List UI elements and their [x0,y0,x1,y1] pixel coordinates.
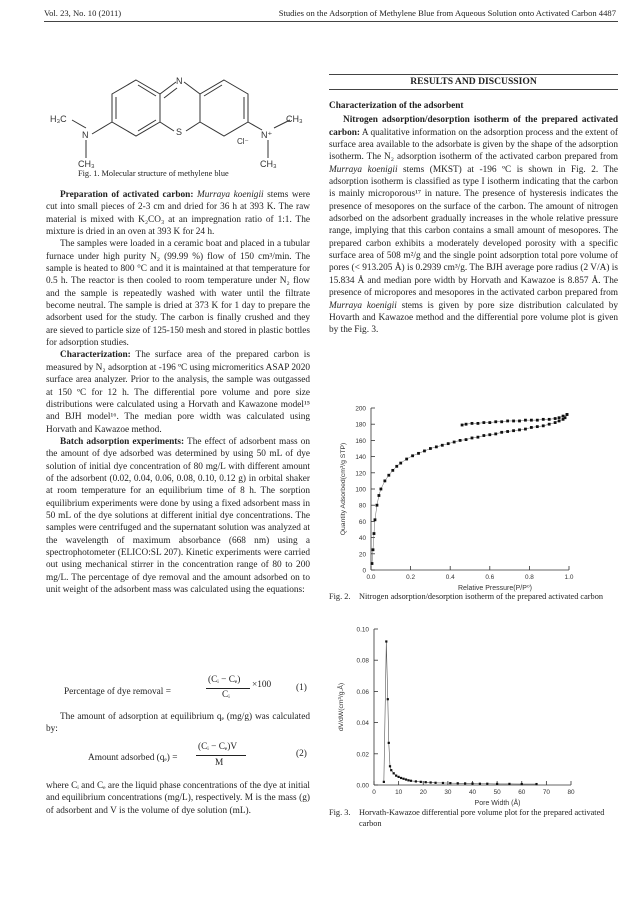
isotherm-heading: Nitrogen adsorption/desorption isotherm of the prepared activated carbon: [329,115,618,138]
char-text: The surface area of the prepared carbon is measured by N₂ adsorption at -196 ºC using micromeritics ASAP 2020 surface area analyzer. Prior to the analysis, the sample was outgassed at 150 ºC for 12 h. The differential pore volume and pore size distributions were calculated using a Horvath and Kawazone model¹⁵ and BJH model¹⁶. The median pore width was calculated using Horvath and Kawazoe method. [46,350,310,435]
fig2-point-desorption [548,418,551,421]
fig2-point-adsorption [378,494,381,497]
fig3-data-point [398,776,400,778]
fig2-x-tick-label: 1.0 [564,574,574,581]
fig2-point-desorption [477,422,480,425]
fig2-x-tick-label: 0.8 [524,574,534,581]
atom-n-plus: N⁺ [261,130,273,140]
fig3-data-point [395,775,397,777]
atom-ch3-bottom-left: CH₃ [78,159,95,169]
figure3-caption-label: Fig. 3. [329,808,351,817]
fig2-series-line-adsorption [372,414,567,563]
batch-heading: Batch adsorption experiments: [60,436,185,447]
eq2-numerator: (Cᵢ − Cₑ)V [198,742,238,752]
fig2-point-desorption [488,421,491,424]
fig2-y-axis-label: Quantity Adsorbed(cm³/g STP) [340,442,347,536]
left-column [46,189,310,596]
fig3-data-point [410,780,412,782]
prep-heading: Preparation of activated carbon: [60,190,194,200]
eq2-number: (2) [296,749,307,759]
fig2-point-adsorption [372,548,375,551]
fig2-x-tick-label: 0.0 [366,574,376,581]
atom-cl: Cl⁻ [237,137,249,146]
isotherm-paragraph [329,114,618,336]
isotherm-text-3: stems is given by pore size distribution calculated by Hovarth and Kawazoe method and the differential pore volume plot is given by the Fig. 3. [329,300,618,336]
fig2-point-adsorption [380,488,383,491]
fig2-point-adsorption [518,428,521,431]
figure1-caption: Fig. 1. Molecular structure of methylene blue [78,169,229,178]
fig2-x-tick-label: 0.2 [406,574,416,581]
fig3-x-tick-label: 80 [567,789,575,796]
fig3-x-tick-label: 40 [468,789,477,796]
fig3-data-point [407,779,409,781]
subsection-heading: Characterization of the adsorbent [329,101,464,111]
fig3-data-point [402,778,404,780]
eq1-label: Percentage of dye removal = [64,687,171,697]
isotherm-text-1: A qualitative information on the adsorption process and the extent of surface area available to the adsorbate is given by the shape of the adsorption isotherm. The N₂ adsorption isotherm of the activated carbon prepared from [329,127,618,163]
fig2-point-adsorption [558,420,561,423]
fig2-point-desorption [465,423,468,426]
fig2-point-adsorption [376,504,379,507]
fig2-point-desorption [558,416,561,419]
fig2-y-tick-label: 20 [358,551,366,559]
fig2-point-adsorption [524,428,527,431]
fig3-data-point [430,781,432,783]
fig3-x-axis-label: Pore Width (Å) [474,800,521,807]
fig2-point-desorption [500,420,503,423]
fig3-data-point [385,640,387,642]
fig3-x-tick-label: 70 [542,789,550,796]
fig2-y-tick-label: 120 [355,470,366,478]
fig2-point-adsorption [411,454,414,457]
fig2-point-adsorption [548,423,551,426]
fig3-y-axis-label: dV/dW(cm³/g.Å) [338,682,345,732]
fig2-y-tick-label: 0 [362,567,366,575]
prep-text: stems were cut into small pieces of 2-3 cm and dried for 36 h at 393 K. The raw material is mixed with K₂CO₃ at an impregnation ratio of 1:1. The mixture is dried in an oven at 393 K for 24 h. [46,190,310,238]
fig3-y-tick-label: 0.02 [356,751,369,759]
fig2-point-adsorption [512,429,515,432]
fig2-y-tick-label: 200 [355,405,366,413]
fig2-point-desorption [530,419,533,422]
right-column [329,100,618,337]
fig2-point-adsorption [371,562,374,565]
fig3-data-point [389,765,391,767]
atom-ch3-bottom-right: CH₃ [260,159,277,169]
fig2-point-adsorption [374,518,377,521]
eq2-denominator: M [215,758,224,768]
fig3-data-point [393,772,395,774]
running-header-right: Studies on the Adsorption of Methylene Blue from Aqueous Solution onto Activated Carbon 4487 [278,8,616,18]
eq2-label: Amount adsorbed (qₑ) = [88,753,178,763]
fig2-y-tick-label: 80 [358,502,366,510]
eq2-fraction-bar [196,755,246,756]
fig2-point-desorption [482,421,485,424]
fig2-point-desorption [542,418,545,421]
isotherm-species-1: Murraya koenigii [329,164,398,175]
fig3-data-point [486,783,488,785]
fig3-data-point [390,769,392,771]
fig3-data-point [425,781,427,783]
fig3-x-tick-label: 0 [372,789,376,796]
eq1-numerator: (Cᵢ − Cₑ) [208,675,241,685]
fig2-y-tick-label: 140 [355,454,366,462]
fig2-point-adsorption [417,452,420,455]
fig3-x-tick-label: 20 [419,789,427,796]
fig2-point-adsorption [429,447,432,450]
mid-paragraph: The amount of adsorption at equilibrium qₑ (mg/g) was calculated by: [46,712,310,735]
fig2-x-tick-label: 0.6 [485,574,495,581]
figure2-isotherm-chart [329,396,618,592]
fig2-point-adsorption [391,469,394,472]
fig2-point-desorption [506,420,509,423]
fig2-point-adsorption [399,462,402,465]
fig2-point-desorption [524,419,527,422]
fig2-point-adsorption [488,433,491,436]
fig3-data-point [420,781,422,783]
fig2-point-adsorption [423,450,426,453]
fig3-data-point [405,778,407,780]
fig2-point-adsorption [554,421,557,424]
fig3-x-tick-label: 50 [493,789,501,796]
fig3-data-point [521,783,523,785]
fig2-point-desorption [562,415,565,418]
figure3-caption [329,808,618,829]
end-text-block [46,780,310,817]
char-heading: Characterization: [60,350,131,361]
batch-paragraph [46,436,310,596]
fig3-y-tick-label: 0.04 [356,720,369,728]
header-rule [44,21,618,22]
fig2-x-axis-label: Relative Pressure(P/P⁰) [458,585,532,592]
figure2-caption [329,592,618,603]
figure3-caption-text: Horvath-Kawazoe differential pore volume plot for the prepared activated carbon [359,808,605,828]
mid-text-block [46,711,310,736]
fig3-data-point [479,783,481,785]
prep-paragraph [46,189,310,238]
fig2-point-adsorption [395,465,398,468]
figure2-caption-text: Nitrogen adsorption/desorption isotherm of the prepared activated carbon [359,592,603,601]
fig2-point-adsorption [536,425,539,428]
fig2-y-tick-label: 100 [355,486,366,494]
fig2-point-desorption [518,420,521,423]
fig3-x-tick-label: 60 [518,789,526,796]
fig2-point-adsorption [471,437,474,440]
fig3-x-tick-label: 30 [444,789,452,796]
fig3-data-point [388,742,390,744]
isotherm-species-2: Murraya koenigii [329,300,397,311]
fig2-point-adsorption [383,480,386,483]
batch-text: The effect of adsorbent mass on the amount of dye adsorbed was determined by using 50 mL of dye solution of initial dye concentration of 80 mg/L with different amount of the adsorbent (0.02, 0.04, 0.06, 0.08, 0.10, 0.12 g) in orbital shaker at room temperature for an equilibrium time of 8 h. The sorption equilibrium experiments were done by using a fixed adsorbent mass in 50 mL of the dye solutions at different initial dye concentrations. The samples were centrifuged and the supernatant solution was analyzed at the wavelength of maximum absorbance (668 nm) using a spectrophotometer (ELICO:SL 207). Kinetic experiments were carried out using mechanical stirrer in the concentration range of 80 to 200 mg/L. The percentage of dye removal and the amount adsorbed on to unit weight of the adsorbent mass was calculated using the equations: [46,436,311,595]
fig2-x-tick-label: 0.4 [445,574,455,581]
figure2-caption-label: Fig. 2. [329,592,351,601]
fig3-data-point [496,783,498,785]
atom-n-left: N [82,130,89,140]
fig3-data-point [442,782,444,784]
end-paragraph: where Cᵢ and Cₑ are the liquid phase concentrations of the dye at initial and equilibrium concentrations (mg/L), respectively. M is the mass (g) of adsorbent and V is the volume of dye solution (mL). [46,781,310,816]
figure3-pore-volume-chart [329,617,618,809]
prep-species: Murraya koenigii [197,190,264,200]
fig2-point-adsorption [542,424,545,427]
fig2-point-desorption [554,417,557,420]
fig2-point-adsorption [435,445,438,448]
fig3-data-point [464,782,466,784]
fig3-data-point [400,777,402,779]
section-heading: RESULTS AND DISCUSSION [410,76,537,87]
eq1-number: (1) [296,683,307,693]
fig3-x-tick-label: 10 [395,789,403,796]
atom-n-top: N [176,76,183,86]
fig3-data-point [415,780,417,782]
fig3-data-point [457,782,459,784]
fig2-point-desorption [566,413,569,416]
fig2-point-desorption [494,420,497,423]
fig3-y-tick-label: 0.08 [356,657,369,665]
atom-s: S [176,127,183,137]
fig2-point-adsorption [482,434,485,437]
fig2-point-adsorption [441,444,444,447]
fig2-point-adsorption [373,532,376,535]
fig2-point-desorption [471,422,474,425]
fig2-y-tick-label: 160 [355,437,366,445]
fig2-point-adsorption [387,474,390,477]
isotherm-text-2: stems (MKST) at -196 ºC is shown in Fig. 2. The adsorption isotherm is classified as type I isotherm indicating that the carbon is mainly microporous¹⁷ in nature. The presence of hysteresis indicates the presence of mesopores on the surface of the carbon. The amount of nitrogen adsorbed on the adsorbent gradually increases in the whole relative pressure range, implying that this carbon contains a small amount of mesopores. The prepared carbon exhibits a moderately developed porosity with a specific surface area of 508 m²/g and the single point adsorption total pore volume of pores (< 913.205 Å) is 0.2939 cm³/g. The BJH average pore radius (2 V/A) is 15.834 Å and median pore width by Horvath and Kawazoe is 8.857 Å. The presence of micropores and mesopores in the activated carbon prepared from [329,164,619,299]
fig2-point-adsorption [405,458,408,461]
fig2-point-adsorption [477,436,480,439]
running-header-left: Vol. 23, No. 10 (2011) [44,8,122,18]
fig2-point-adsorption [453,441,456,444]
fig2-y-tick-label: 180 [355,421,366,429]
fig2-point-desorption [512,420,515,423]
section-heading-box [329,74,618,90]
fig2-point-adsorption [494,433,497,436]
eq1-denominator: Cᵢ [222,690,230,700]
fig3-data-point [449,782,451,784]
fig3-y-tick-label: 0.00 [356,782,369,790]
fig2-y-tick-label: 60 [358,518,366,526]
samples-paragraph: The samples were loaded in a ceramic boat and placed in a tubular furnace under high purity N₂ (99.99 %) flow of 150 cm³/min. The sample is heated to 800 °C and it is maintained at that temperature for 0.5 h. The reactor is then cooled to room temperature under N₂ flow and the sample is repeatedly washed with water until the filtrate become neutral. The sample is dried at 373 K for 1 day to prepare the adsorbent used for the study. The carbon is finally crushed and they are sieved to particle size of 125-150 mesh and stored in plastic bottles for adsorption studies. [46,239,310,349]
fig2-point-adsorption [447,442,450,445]
fig2-point-adsorption [459,439,462,442]
fig3-data-point [471,782,473,784]
fig2-point-adsorption [530,426,533,429]
fig3-data-point [434,782,436,784]
fig3-data-point [535,783,537,785]
fig3-y-tick-label: 0.06 [356,688,369,696]
fig2-point-adsorption [506,430,509,433]
fig3-data-point [383,781,385,783]
atom-h3c: H₃C [50,114,67,124]
fig2-y-tick-label: 40 [358,535,366,543]
figure1-molecule [46,68,310,170]
fig2-point-adsorption [465,438,468,441]
fig3-y-tick-label: 0.10 [356,626,369,634]
char-paragraph [46,349,310,435]
fig2-point-desorption [461,424,464,427]
eq1-fraction-bar [206,688,250,689]
fig2-point-adsorption [500,431,503,434]
fig2-point-desorption [536,419,539,422]
fig3-data-point [387,698,389,700]
eq1-multiplier: ×100 [252,680,272,690]
atom-ch3-right: CH₃ [286,114,303,124]
fig3-series-line [384,641,537,784]
fig3-data-point [508,783,510,785]
